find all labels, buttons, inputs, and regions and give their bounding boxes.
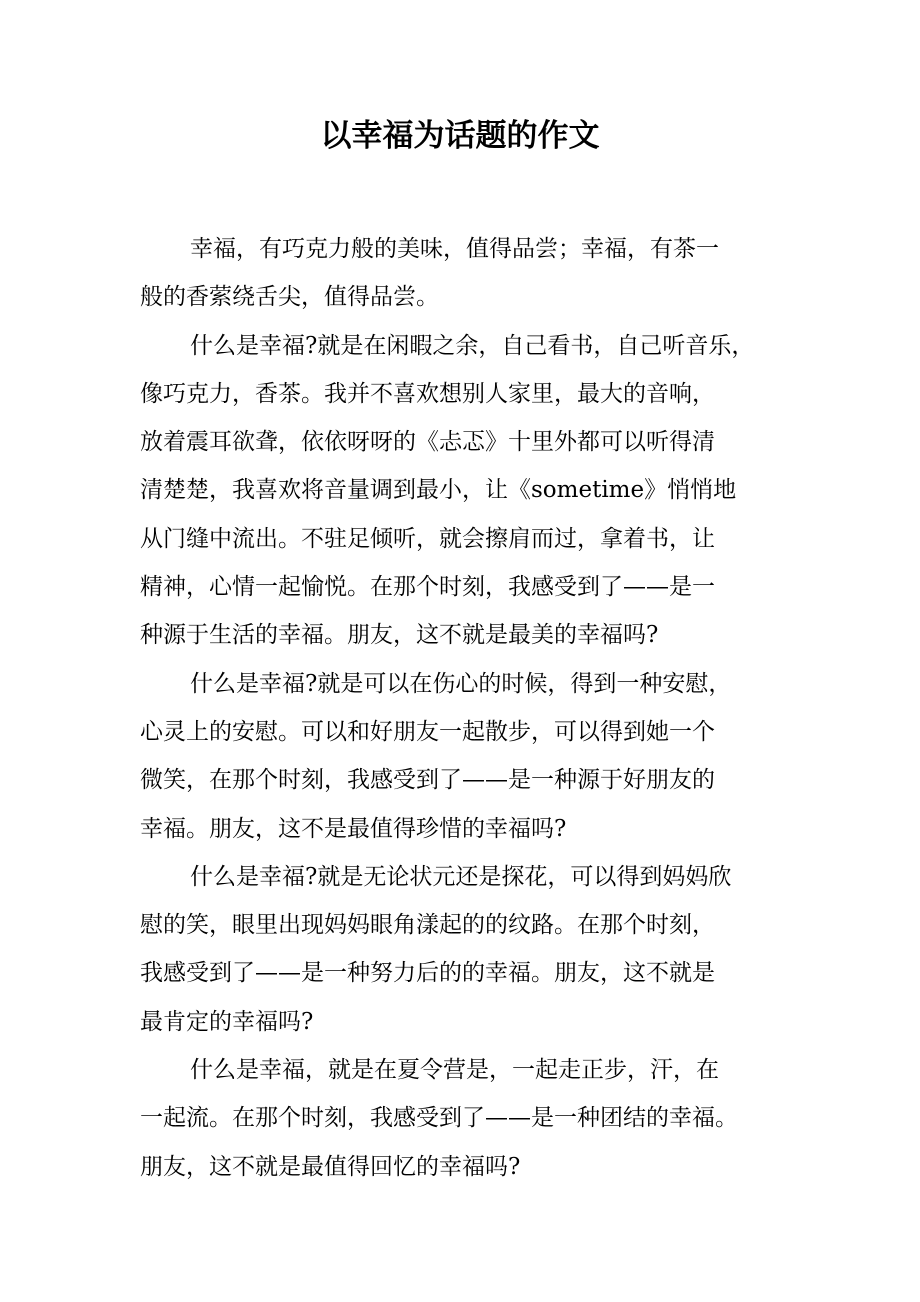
document-body — [140, 225, 780, 1191]
paragraph-line: 像巧克力，香茶。我并不喜欢想别人家里，最大的音响， — [140, 380, 715, 407]
paragraph-line: 精神，心情一起愉悦。在那个时刻，我感受到了——是一 — [140, 574, 715, 601]
paragraph-first-line: 什么是幸福，就是在夏令营是，一起走正步，汗，在 — [190, 1057, 719, 1084]
paragraph-line: 朋友，这不就是最值得回忆的幸福吗? — [140, 1153, 521, 1180]
paragraph-line: 一起流。在那个时刻，我感受到了——是一种团结的幸福。 — [140, 1105, 738, 1132]
paragraph-first-line: 幸福，有巧克力般的美味，值得品尝；幸福，有茶一 — [190, 236, 719, 262]
paragraph-line: 我感受到了——是一种努力后的的幸福。朋友，这不就是 — [140, 960, 715, 987]
paragraph-line: 慰的笑，眼里出现妈妈眼角漾起的的纹路。在那个时刻， — [140, 912, 715, 939]
paragraph-line: 从门缝中流出。不驻足倾听，就会擦肩而过，拿着书，让 — [140, 525, 715, 552]
paragraph-line: 幸福。朋友，这不是最值得珍惜的幸福吗? — [140, 815, 567, 842]
paragraph-first-line: 什么是幸福?就是无论状元还是探花，可以得到妈妈欣 — [190, 863, 732, 890]
document-title: 以幸福为话题的作文 — [320, 118, 600, 154]
paragraph-line: 最肯定的幸福吗? — [140, 1008, 314, 1035]
paragraph-line: 微笑，在那个时刻，我感受到了——是一种源于好朋友的 — [140, 767, 715, 794]
paragraph-line: 清楚楚，我喜欢将音量调到最小，让《sometime》悄悄地 — [140, 477, 737, 504]
paragraph-line: 般的香萦绕舌尖，值得品尝。 — [140, 284, 439, 311]
paragraph-line: 放着震耳欲聋，依依呀呀的《忐忑》十里外都可以听得清 — [140, 429, 715, 456]
paragraph-line: 心灵上的安慰。可以和好朋友一起散步，可以得到她一个 — [140, 718, 715, 745]
paragraph-first-line: 什么是幸福?就是在闲暇之余，自己看书，自己听音乐， — [190, 332, 755, 359]
paragraph-first-line: 什么是幸福?就是可以在伤心的时候，得到一种安慰， — [190, 670, 732, 697]
paragraph-line: 种源于生活的幸福。朋友，这不就是最美的幸福吗? — [140, 622, 659, 649]
